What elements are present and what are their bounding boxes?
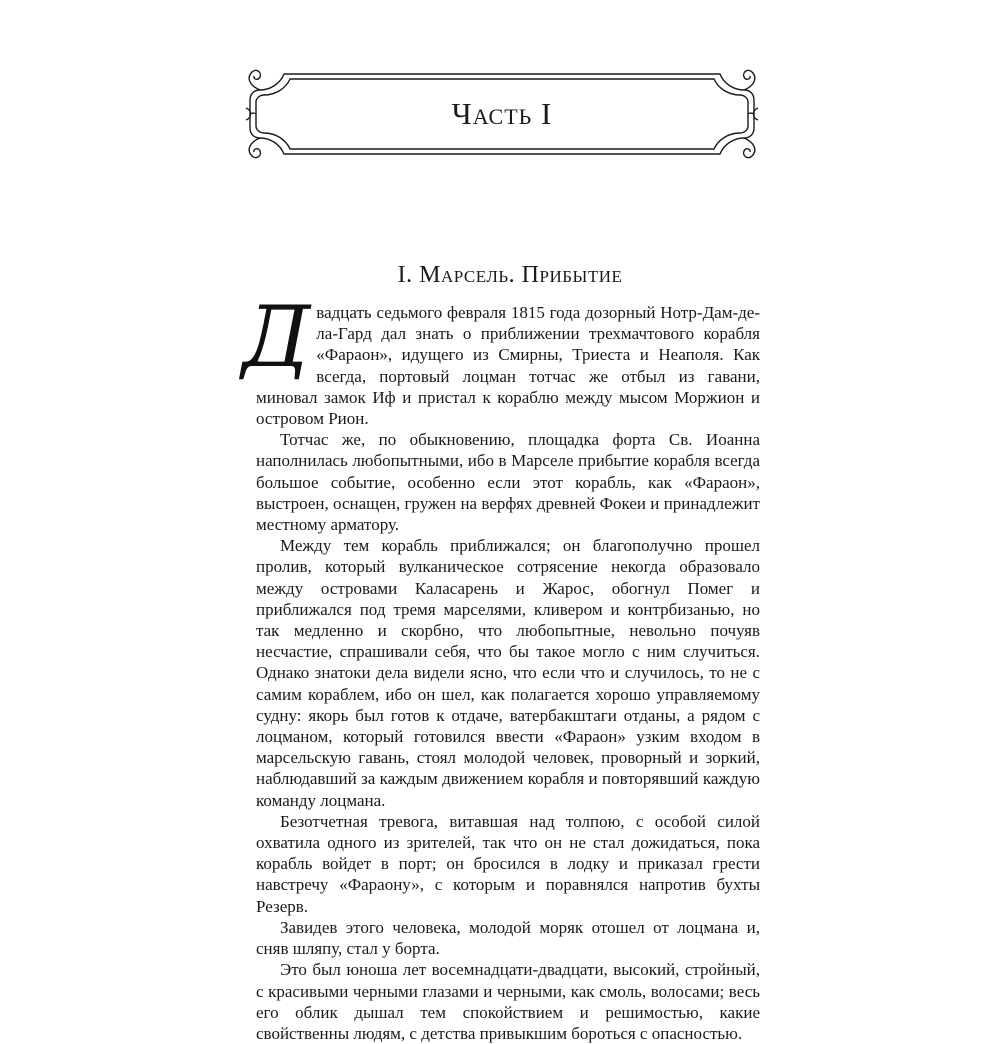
part-title-frame (244, 68, 760, 160)
paragraph-1 (242, 288, 760, 429)
part-title: Часть I (451, 96, 553, 131)
paragraph-4: Безотчетная тревога, витавшая над толпою, с особой силой охватила одного из зрителей, так что он не стал дожидаться, пока корабль войдет в порт; он бросился в лодку и приказал грести навстречу «Фараону», с которым и поравнялся напротив бухты Резерв. (256, 811, 760, 916)
chapter-text (242, 288, 760, 1044)
paragraph-5: Завидев этого человека, молодой моряк отошел от лоцмана и, сняв шляпу, стал у борта. (256, 917, 760, 959)
paragraph-3: Между тем корабль приближался; он благополучно прошел пролив, который вулканическое сотрясение некогда образовало между островами Каласарень и Жарос, обогнул Помег и приближался под тремя марселями, кливером и контрбизанью, но так медленно и скорбно, что любопытные, невольно почуяв несчастие, спрашивали себя, что бы такое могло с ним случиться. Однако знатоки дела видели ясно, что если что и случилось, то не с самим кораблем, ибо он шел, как полагается хорошо управляемому судну: якорь был готов к отдаче, ватербакштаги отданы, а рядом с лоцманом, который готовился ввести «Фараон» узким входом в марсельскую гавань, стоял молодой человек, проворный и зоркий, наблюдавший за каждым движением корабля и повторявший каждую команду лоцмана. (256, 536, 760, 810)
drop-cap-letter: Д (242, 288, 311, 386)
paragraph-6: Это был юноша лет восемнадцати-двадцати, высокий, стройный, с красивыми черными глазами и черными, как смоль, волосами; весь его облик дышал тем спокойствием и решимостью, какие свойственны людям, с детства привыкшим бороться с опасностью. (256, 960, 760, 1043)
paragraph-text: вадцать седьмого февраля 1815 года дозорный Нотр-Дам-де-ла-Гард дал знать о приближении трехмачтового корабля «Фараон», идущего из Смирны, Триеста и Неаполя. Как всегда, портовый лоцман тотчас же отбыл из гавани, миновал замок Иф и пристал к кораблю между мысом Моржион и островом Рион. (256, 303, 760, 429)
chapter-title: I. Марсель. Прибытие (397, 262, 623, 288)
paragraph-2: Тотчас же, по обыкновению, площадка форта Св. Иоанна наполнилась любопытными, ибо в Марселе прибытие корабля всегда большое событие, особенно если этот корабль, как «Фараон», выстроен, оснащен, гружен на верфях древней Фокеи и принадлежит местному арматору. (256, 430, 760, 535)
